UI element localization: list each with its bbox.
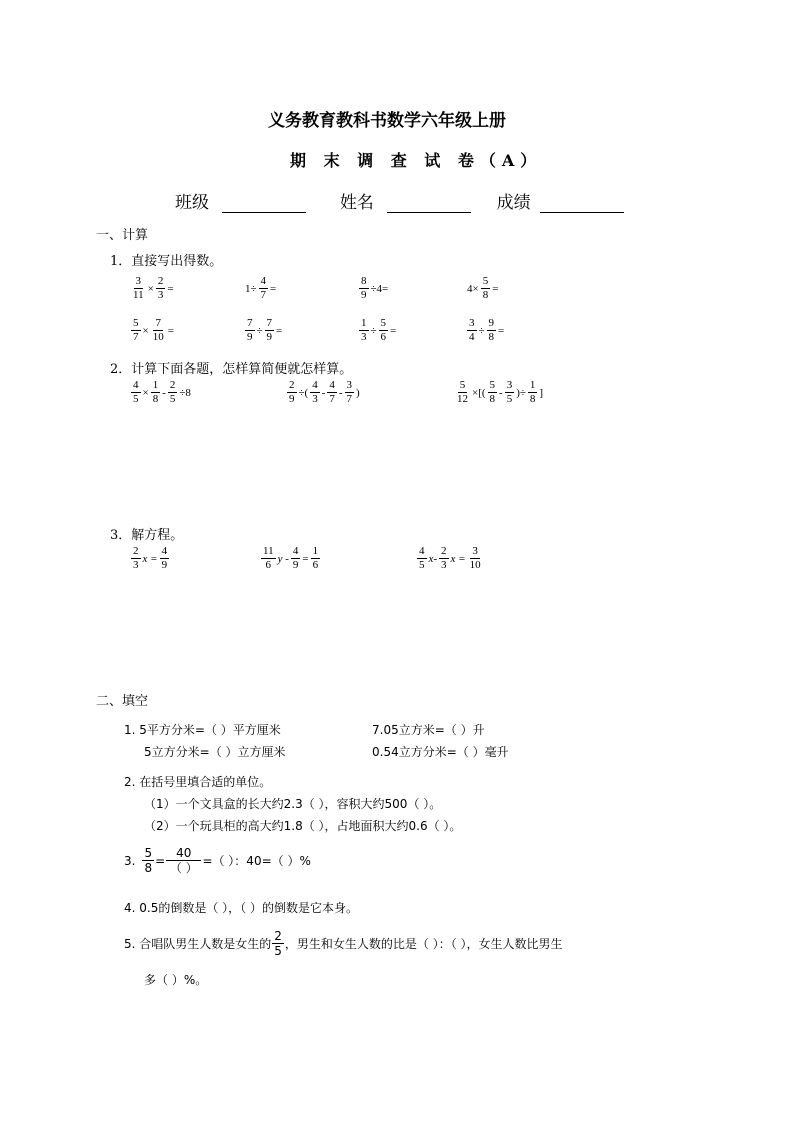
fill-item: 1. 5平方分米=（ ）平方厘米 [124, 723, 281, 737]
info-fields [175, 188, 624, 213]
fill-item: 5立方分米=（ ）立方厘米 [144, 745, 286, 759]
equation-item: $\frac{11}{6}$ y - $\frac{4}{9}$ = $\frac{1}{6}$ [263, 545, 319, 571]
calc-item: $\frac{5}{7}$ × $\frac{7}{10}$ = [133, 317, 174, 343]
fill-item: 2. 在括号里填合适的单位。 [124, 775, 272, 789]
fill-item: 3. $\frac{5}{8}$ = $\frac{40}{( )}$ =（ ）：40=（ ）% [124, 846, 311, 875]
calc-item: $\frac{3}{4}$ ÷ $\frac{9}{8}$ = [469, 317, 505, 343]
fill-item: （2）一个玩具柜的高大约1.8（ ），占地面积大约0.6（ ）。 [144, 819, 462, 833]
fill-item: 多（ ）%。 [144, 973, 208, 987]
calc-item: $\frac{2}{9}$ ÷( $\frac{4}{3}$ - $\frac{4}{7}$ - $\frac{3}{7}$ ) [289, 379, 360, 405]
fill-item: 4. 0.5的倒数是（ ），（ ）的倒数是它本身。 [124, 901, 358, 915]
class-label: 班级 [175, 193, 209, 213]
calc-item: $\frac{3}{11}$ × $\frac{2}{3}$ = [133, 275, 174, 301]
document-subtitle: 期 末 调 查 试 卷（A） [290, 151, 543, 170]
calc-item: $\frac{8}{9}$ ÷4= [361, 275, 389, 301]
fill-item: 5. 合唱队男生人数是女生的 $\frac{2}{5}$ ，男生和女生人数的比是（ ）：（ ），女生人数比男生 [124, 929, 563, 958]
score-blank[interactable] [540, 194, 624, 213]
question-1-1: 1．直接写出得数。 [110, 254, 223, 269]
score-label: 成绩 [496, 193, 531, 213]
fill-item: 0.54立方分米=（ ）毫升 [372, 745, 509, 759]
section-2-heading: 二、填空 [96, 694, 149, 709]
calc-item: $\frac{7}{9}$ ÷ $\frac{7}{9}$ = [247, 317, 283, 343]
calc-item: $\frac{5}{12}$ ×[( $\frac{5}{8}$ - $\frac{3}{5}$ )÷ $\frac{1}{8}$ ] [457, 379, 544, 405]
name-label: 姓名 [339, 193, 374, 213]
calc-item: 4× $\frac{5}{8}$ = [467, 275, 499, 301]
section-1-heading: 一、计算 [96, 228, 149, 243]
document-title: 义务教育教科书数学六年级上册 [268, 111, 506, 131]
calc-item: 1÷ $\frac{4}{7}$ = [245, 275, 277, 301]
name-blank[interactable] [387, 194, 471, 213]
equation-item: $\frac{2}{3}$ x = $\frac{4}{9}$ [133, 545, 168, 571]
calc-item: $\frac{1}{3}$ ÷ $\frac{5}{6}$ = [361, 317, 397, 343]
equation-item: $\frac{4}{5}$ x- $\frac{2}{3}$ x = $\frac{3}{10}$ [419, 545, 481, 571]
fill-item: 7.05立方米=（ ）升 [372, 723, 485, 737]
question-1-3: 3．解方程。 [110, 528, 184, 543]
calc-item: $\frac{4}{5}$ × $\frac{1}{8}$ - $\frac{2}{5}$ ÷8 [133, 379, 191, 405]
fill-item: （1）一个文具盒的长大约2.3（ ），容积大约500（ ）。 [144, 797, 442, 811]
question-1-2: 2．计算下面各题，怎样算简便就怎样算。 [110, 362, 353, 377]
class-blank[interactable] [222, 194, 306, 213]
